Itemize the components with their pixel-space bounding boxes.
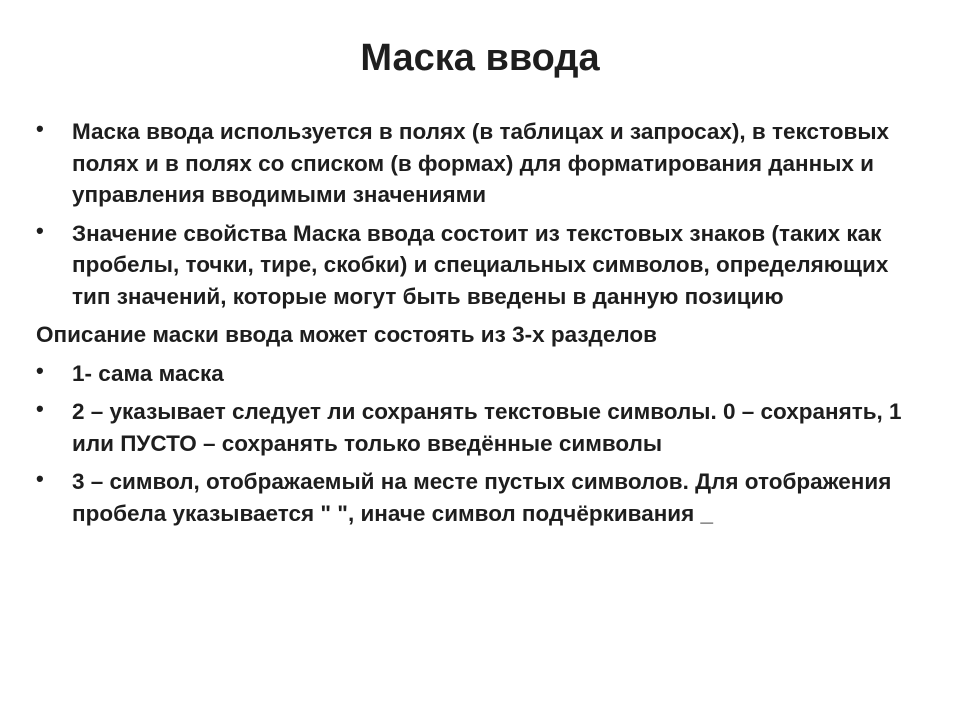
bullet-item bbox=[36, 116, 916, 211]
bullet-icon: • bbox=[36, 217, 44, 243]
bullet-text: 3 – символ, отображаемый на месте пустых символов. Для отображения пробела указывается " ", иначе символ подчёркивания _ bbox=[72, 469, 892, 526]
slide-title: Маска ввода bbox=[360, 37, 600, 79]
section-heading-text: Описание маски ввода может состоять из 3-х разделов bbox=[36, 322, 657, 347]
bullet-item bbox=[36, 358, 916, 390]
bullet-icon: • bbox=[36, 396, 44, 421]
bullet-icon: • bbox=[36, 116, 44, 141]
bullet-icon: • bbox=[36, 357, 44, 383]
bullet-text: Маска ввода используется в полях (в таблицах и запросах), в текстовых полях и в полях со списком (в формах) для форматирования данных и управления вводимыми значениями bbox=[72, 119, 890, 207]
section-heading bbox=[36, 319, 916, 351]
bullet-item bbox=[36, 396, 916, 459]
bullet-item bbox=[36, 466, 916, 529]
bullet-text: 2 – указывает следует ли сохранять текстовые символы. 0 – сохранять, 1 или ПУСТО – сохранять только введённые символы bbox=[72, 399, 902, 456]
bullet-icon: • bbox=[36, 466, 44, 491]
slide-body bbox=[36, 116, 916, 536]
bullet-text: Значение свойства Маска ввода состоит из текстовых знаков (таких как пробелы, точки, тире, скобки) и специальных символов, определяющих тип значений, которые могут быть введены в данную позицию bbox=[72, 220, 889, 309]
bullet-item bbox=[36, 218, 916, 313]
bullet-text: 1- сама маска bbox=[72, 360, 224, 386]
